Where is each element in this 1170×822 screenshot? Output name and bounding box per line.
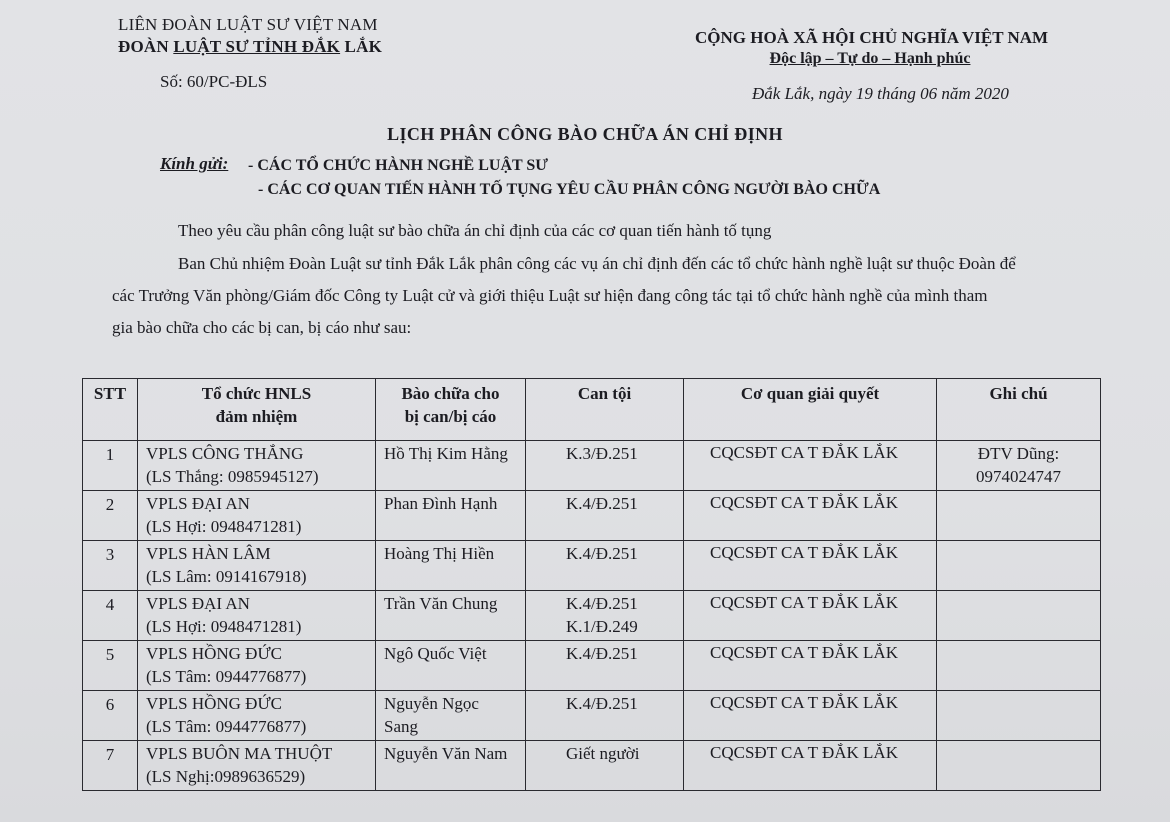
note: ĐTV Dũng:	[977, 444, 1060, 463]
header-note: Ghi chú	[937, 379, 1101, 441]
national-motto: Độc lập – Tự do – Hạnh phúc	[769, 50, 971, 67]
header-stt: STT	[83, 379, 138, 441]
charge: K.4/Đ.251	[566, 694, 638, 713]
table-row	[83, 741, 1101, 791]
charge: K.4/Đ.251	[566, 494, 638, 513]
row-charge	[526, 541, 684, 591]
row-agency: CQCSĐT CA T ĐẮK LẮK	[684, 441, 937, 491]
assignment-table	[82, 378, 1101, 791]
row-note	[937, 741, 1101, 791]
body-paragraph: Theo yêu cầu phân công luật sư bào chữa án chỉ định của các cơ quan tiến hành tố tụng	[178, 221, 772, 240]
row-stt: 7	[83, 741, 138, 791]
header-organization: Tổ chức HNLS đảm nhiệm	[138, 379, 376, 441]
recipients-label: Kính gửi:	[160, 154, 229, 173]
row-stt: 2	[83, 491, 138, 541]
charge: K.4/Đ.251	[566, 544, 638, 563]
row-stt: 3	[83, 541, 138, 591]
header-defendant: Bào chữa cho bị can/bị cáo	[376, 379, 526, 441]
row-charge	[526, 591, 684, 641]
table-row	[83, 491, 1101, 541]
body-paragraph: các Trưởng Văn phòng/Giám đốc Công ty Luật cử và giới thiệu Luật sư hiện đang công tác tại tổ chức hành nghề của mình tham	[112, 286, 988, 305]
table-row	[83, 541, 1101, 591]
row-note	[937, 641, 1101, 691]
lawyer-contact: (LS Lâm: 0914167918)	[146, 567, 307, 586]
row-organization	[138, 641, 376, 691]
row-charge	[526, 491, 684, 541]
defendant-name-cont: Sang	[384, 717, 418, 736]
org-line-1: LIÊN ĐOÀN LUẬT SƯ VIỆT NAM	[118, 15, 378, 34]
row-note	[937, 491, 1101, 541]
lawyer-contact: (LS Tâm: 0944776877)	[146, 667, 307, 686]
defendant-name: Nguyễn Ngọc	[384, 694, 479, 713]
row-organization	[138, 541, 376, 591]
row-organization	[138, 591, 376, 641]
row-agency: CQCSĐT CA T ĐẮK LẮK	[684, 641, 937, 691]
row-defendant	[376, 641, 526, 691]
row-charge	[526, 691, 684, 741]
defendant-name: Ngô Quốc Việt	[384, 644, 487, 663]
defendant-name: Trần Văn Chung	[384, 594, 498, 613]
row-agency: CQCSĐT CA T ĐẮK LẮK	[684, 741, 937, 791]
body-paragraph: Ban Chủ nhiệm Đoàn Luật sư tỉnh Đắk Lắk phân công các vụ án chỉ định đến các tổ chức hành nghề luật sư thuộc Đoàn để	[178, 254, 1016, 273]
table-row	[83, 691, 1101, 741]
row-defendant	[376, 741, 526, 791]
row-agency: CQCSĐT CA T ĐẮK LẮK	[684, 491, 937, 541]
header-charge: Can tội	[526, 379, 684, 441]
row-agency: CQCSĐT CA T ĐẮK LẮK	[684, 591, 937, 641]
place-date: Đắk Lắk, ngày 19 tháng 06 năm 2020	[752, 84, 1009, 103]
defendant-name: Hoàng Thị Hiền	[384, 544, 495, 563]
defendant-name: Nguyễn Văn Nam	[384, 744, 508, 763]
table-row	[83, 641, 1101, 691]
lawyer-contact: (LS Tâm: 0944776877)	[146, 717, 307, 736]
row-charge	[526, 741, 684, 791]
defendant-name: Phan Đình Hạnh	[384, 494, 498, 513]
organization-name: VPLS HỒNG ĐỨC	[146, 644, 282, 663]
row-defendant	[376, 491, 526, 541]
row-stt: 6	[83, 691, 138, 741]
table-row	[83, 591, 1101, 641]
row-organization	[138, 441, 376, 491]
charge: K.4/Đ.251	[566, 594, 638, 613]
organization-name: VPLS HỒNG ĐỨC	[146, 694, 282, 713]
defendant-name: Hồ Thị Kim Hằng	[384, 444, 508, 463]
table-row	[83, 441, 1101, 491]
table-header-row	[83, 379, 1101, 441]
row-stt: 1	[83, 441, 138, 491]
lawyer-contact: (LS Thắng: 0985945127)	[146, 467, 319, 486]
row-defendant	[376, 691, 526, 741]
body-paragraph: gia bào chữa cho các bị can, bị cáo như sau:	[112, 318, 412, 337]
row-defendant	[376, 441, 526, 491]
recipient-item: - CÁC CƠ QUAN TIẾN HÀNH TỐ TỤNG YÊU CẦU PHÂN CÔNG NGƯỜI BÀO CHỮA	[258, 181, 881, 198]
row-organization	[138, 491, 376, 541]
row-stt: 4	[83, 591, 138, 641]
recipient-item: - CÁC TỔ CHỨC HÀNH NGHỀ LUẬT SƯ	[248, 157, 549, 174]
row-organization	[138, 741, 376, 791]
national-heading	[695, 27, 1049, 69]
organization-name: VPLS HÀN LÂM	[146, 544, 271, 563]
lawyer-contact: (LS Nghị:0989636529)	[146, 767, 306, 786]
row-charge	[526, 641, 684, 691]
row-defendant	[376, 541, 526, 591]
lawyer-contact: (LS Hợi: 0948471281)	[146, 517, 302, 536]
issuing-organization	[118, 14, 382, 58]
charge-2: K.1/Đ.249	[566, 617, 638, 636]
row-defendant	[376, 591, 526, 641]
country-name: CỘNG HOÀ XÃ HỘI CHỦ NGHĨA VIỆT NAM	[695, 28, 1049, 47]
row-note	[937, 591, 1101, 641]
document-number: Số: 60/PC-ĐLS	[160, 72, 268, 91]
organization-name: VPLS BUÔN MA THUỘT	[146, 744, 333, 763]
charge: K.3/Đ.251	[566, 444, 638, 463]
organization-name: VPLS CÔNG THẮNG	[146, 444, 304, 463]
charge: K.4/Đ.251	[566, 644, 638, 663]
row-note	[937, 691, 1101, 741]
charge: Giết người	[566, 744, 640, 763]
row-stt: 5	[83, 641, 138, 691]
lawyer-contact: (LS Hợi: 0948471281)	[146, 617, 302, 636]
organization-name: VPLS ĐẠI AN	[146, 494, 250, 513]
row-note	[937, 541, 1101, 591]
row-agency: CQCSĐT CA T ĐẮK LẮK	[684, 541, 937, 591]
row-agency: CQCSĐT CA T ĐẮK LẮK	[684, 691, 937, 741]
header-agency: Cơ quan giải quyết	[684, 379, 937, 441]
row-note	[937, 441, 1101, 491]
note-2: 0974024747	[976, 467, 1061, 486]
row-charge	[526, 441, 684, 491]
organization-name: VPLS ĐẠI AN	[146, 594, 250, 613]
row-organization	[138, 691, 376, 741]
document-title: LỊCH PHÂN CÔNG BÀO CHỮA ÁN CHỈ ĐỊNH	[387, 124, 783, 144]
org-line-2: ĐOÀN LUẬT SƯ TỈNH ĐẮK LẮK	[118, 37, 382, 56]
